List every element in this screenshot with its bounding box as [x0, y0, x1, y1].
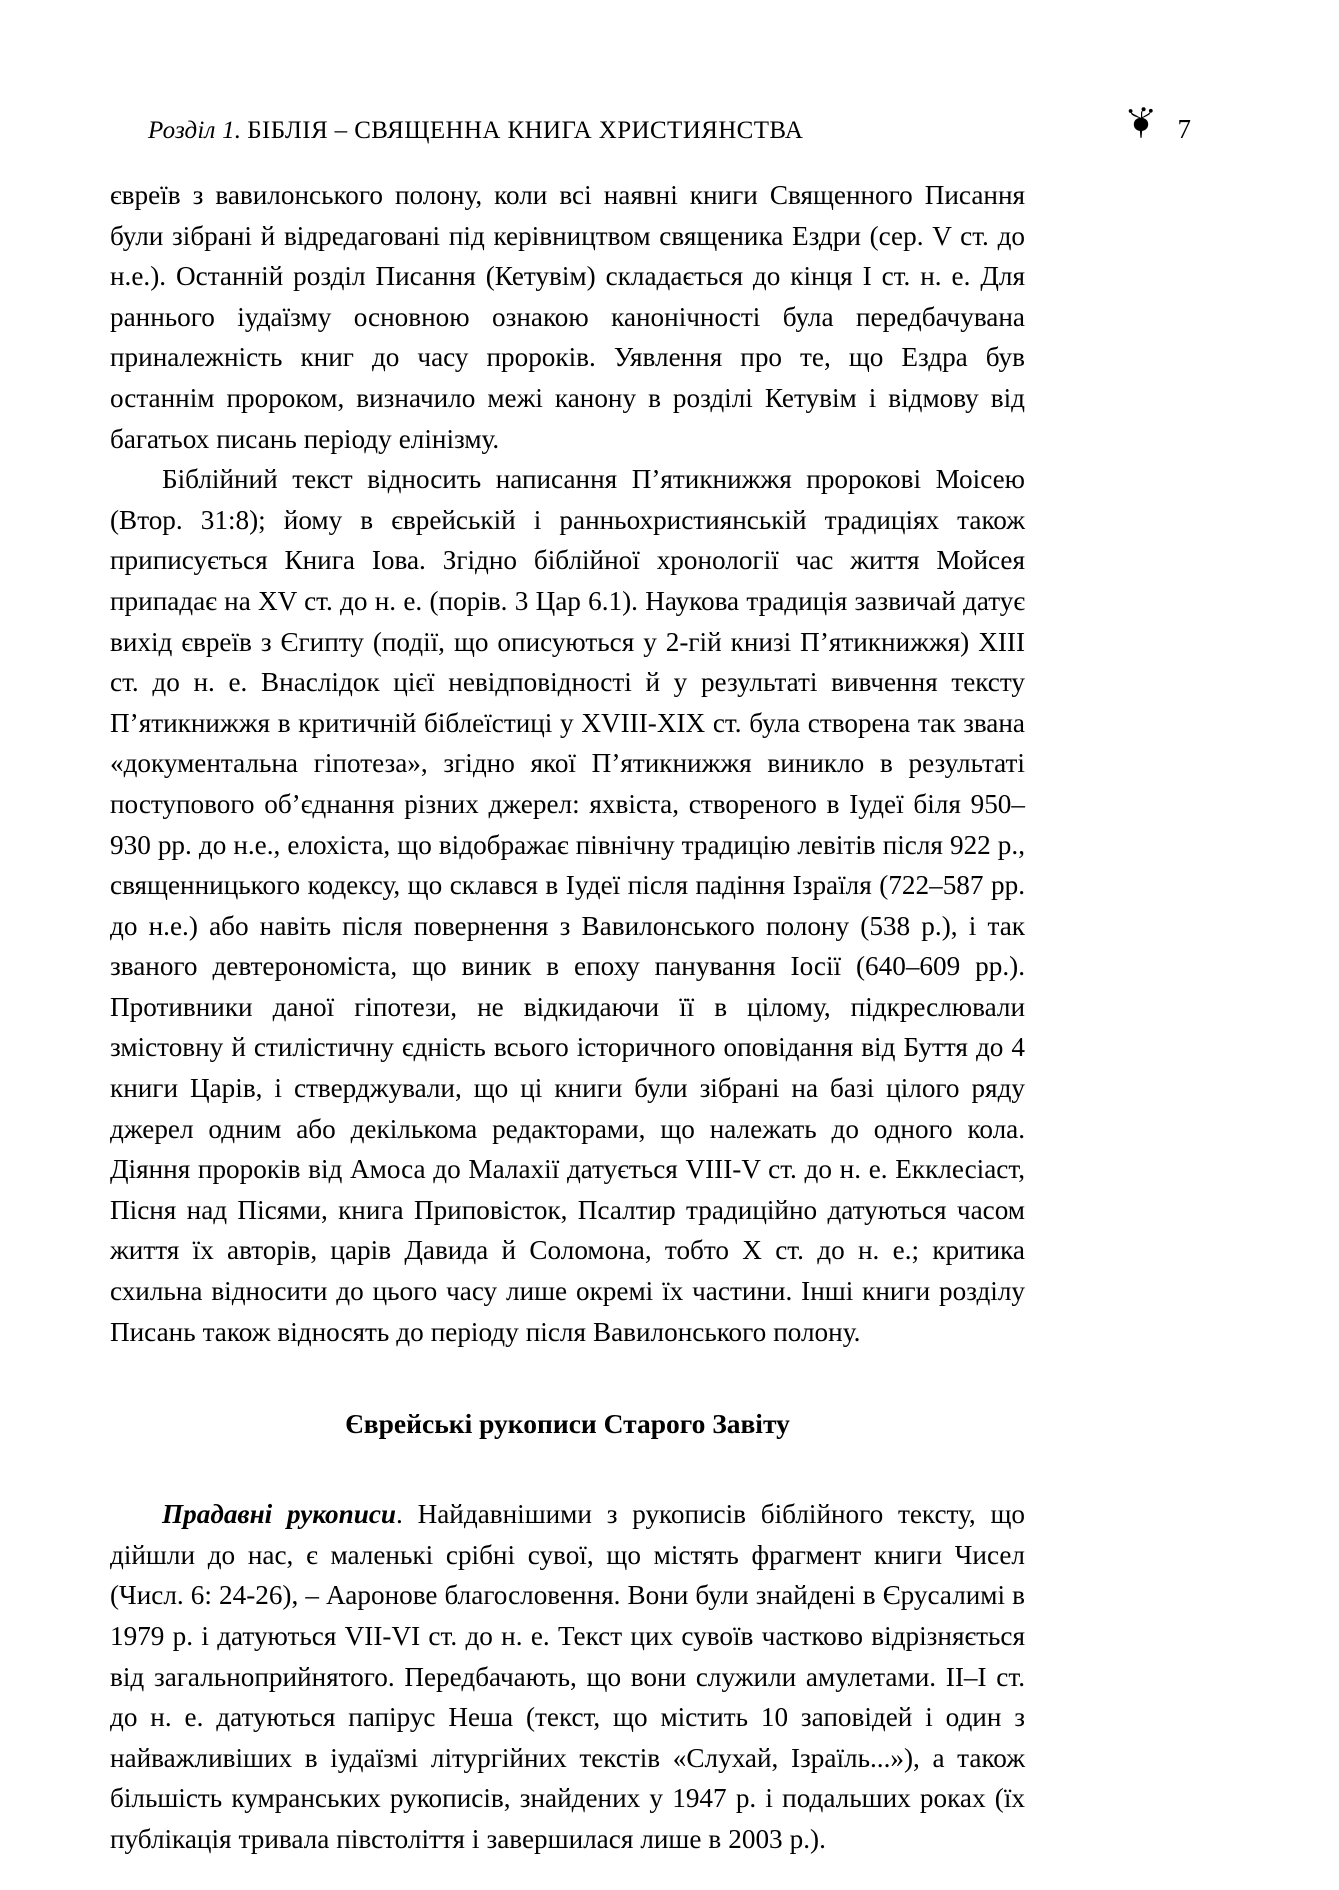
paragraph-pentateuch-dating: Біблійний текст відносить написання П’ятикнижжя пророкові Моісею (Втор. 31:8); йому в єврейській і ранньохристиянській традиціях також приписується Книга Іова. Згідно біблійної хронології час життя Мойсея припадає на XV ст. до н. е. (порів. 3 Цар 6.1). Наукова традиція зазвичай датує вихід євреїв з Єгипту (події, що описуються у 2-гій книзі П’ятикнижжя) XIII ст. до н. е. Внаслідок цієї невідповідності й у результаті вивчення тексту П’ятикнижжя в критичній біблеїстиці у XVIII-XIX ст. була створена так звана «документальна гіпотеза», згідно якої П’ятикнижжя виникло в результаті поступового об’єднання різних джерел: яхвіста, створеного в Іудеї біля 950–930 рр. до н.е., елохіста, що відображає північну традицію левітів після 922 р., священницького кодексу, що склався в Іудеї після падіння Ізраїля (722–587 рр. до н.е.) або навіть після повернення з Вавилонського полону (538 р.), і так званого девтерономіста, що виник в епоху панування Іосії (640–609 рр.). Противники даної гіпотези, не відкидаючи її в цілому, підкреслювали змістовну й стилістичну єдність всього історичного оповідання від Буття до 4 книги Царів, і стверджували, що ці книги були зібрані на базі цілого ряду джерел одним або декількома редакторами, що належать до одного кола. Діяння пророків від Амоса до Малахії датується VIII-V ст. до н. е. Екклесіаст, Пісня над Пісями, книга Приповісток, Псалтир традиційно датуються часом життя їх авторів, царів Давида й Соломона, тобто X ст. до н. е.; критика схильна відносити до цього часу лише окремі їх частини. Інші книги розділу Писань також відносять до періоду після Вавилонського полону. — [110, 464, 1025, 1347]
paragraph-continuation: євреїв з вавилонського полону, коли всі наявні книги Священного Писання були зібрані й відредаговані під керівництвом священика Ездри (сер. V ст. до н.е.). Останній розділ Писання (Кетувім) складається до кінця I ст. н. е. Для раннього іудаїзму основною ознакою канонічності була передбачувана приналежність книг до часу пророків. Уявлення про те, що Ездра був останнім пророком, визначило межі канону в розділі Кетувім і відмову від багатьох писань періоду елінізму. — [110, 180, 1025, 454]
page-number: 7 — [1177, 114, 1191, 144]
paragraph-ancient-manuscripts — [110, 1494, 1025, 1859]
paragraph-lead-in: Прадавні рукописи — [162, 1499, 397, 1530]
floral-ornament-icon — [1128, 106, 1154, 136]
page-body — [110, 175, 1025, 1860]
running-head-chapter-label: Розділ 1. — [148, 117, 242, 144]
heading-spacer-below — [110, 1444, 1025, 1494]
heading-spacer-above — [110, 1352, 1025, 1404]
running-head — [148, 108, 1191, 146]
paragraph-lead-in-text: . Найдавнішими з рукописів біблійного тексту, що дійшли до нас, є маленькі срібні сувої, що містять фрагмент книги Чисел (Числ. 6: 24-26), – Ааронове благословення. Вони були знайдені в Єрусалимі в 1979 р. і датуються VII-VI ст. до н. е. Текст цих сувоїв частково відрізняється від загальноприйнятого. Передбачають, що вони служили амулетами. II–I ст. до н. е. датуються папірус Неша (текст, що містить 10 заповідей і один з найважливіших в іудаїзмі літургійних текстів «Слухай, Ізраїль...»), а також більшість кумранських рукописів, знайдених у 1947 р. і подальших роках (їх публікація тривала півстоліття і завершилася лише в 2003 р.). — [110, 1499, 1025, 1854]
running-head-title: БІБЛІЯ – СВЯЩЕННА КНИГА ХРИСТИЯНСТВА — [247, 117, 804, 144]
section-heading: Єврейські рукописи Старого Завіту — [345, 1408, 790, 1440]
